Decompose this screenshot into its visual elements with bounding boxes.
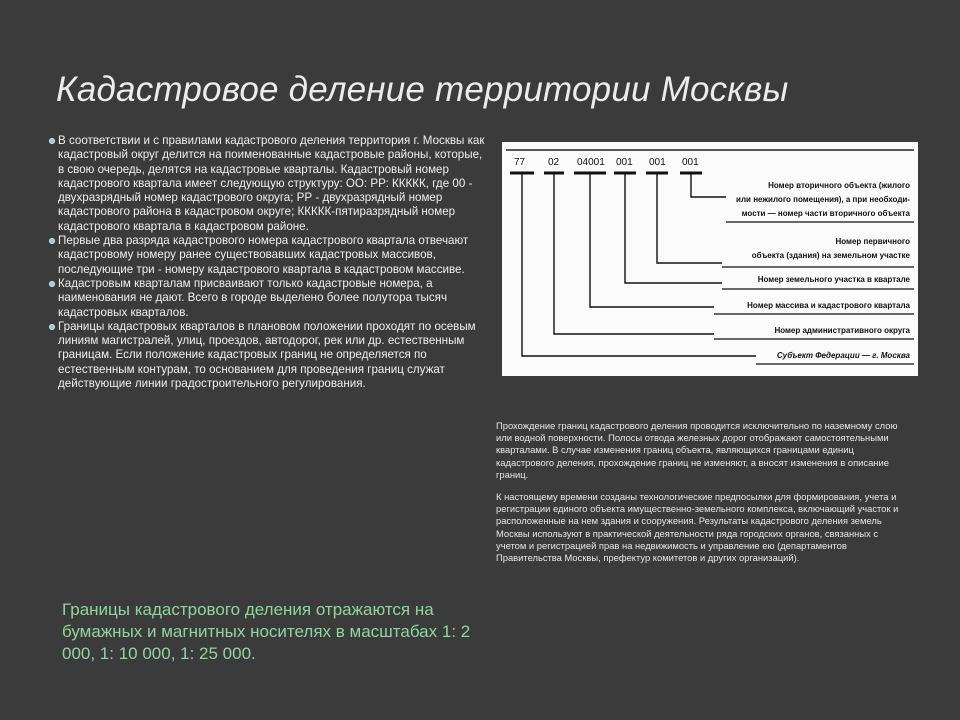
label-admin-okrug: Номер административного округа (774, 326, 910, 335)
bullet-item (48, 134, 488, 234)
cadastral-number-diagram (502, 142, 918, 376)
label-land-plot: Номер земельного участка в квартале (757, 275, 910, 284)
code-land-plot: 001 (616, 157, 633, 168)
bullet-item (48, 234, 488, 277)
bullet-dot-icon (49, 238, 55, 244)
right-text-block (496, 420, 908, 564)
bullet-text: Границы кадастровых кварталов в плановом положении проходят по осевым линиям магистралей, улиц, проездов, автодорог, рек или др. естественным границам. Если положение кадастровых границ не определяется по естественным контурам, то основанием для проведения границ служат действующие линии градостроительного регулирования. (58, 319, 476, 391)
code-admin-okrug: 02 (548, 157, 560, 168)
scale-highlight-text: Границы кадастрового деления отражаются на бумажных и магнитных носителях в масштабах 1: 2 000, 1: 10 000, 1: 25 000. (62, 600, 471, 663)
code-massif-quarter: 04001 (577, 157, 605, 168)
bullet-text: Кадастровым кварталам присваивают только кадастровые номера, а наименования не дают. Всего в городе выделено более полутора тысяч кадастровых кварталов. (58, 276, 447, 319)
bullet-dot-icon (49, 324, 55, 330)
code-region: 77 (514, 157, 526, 168)
cadastral-number-diagram-svg (502, 142, 918, 376)
bullet-text: В соответствии и с правилами кадастрового деления территория г. Москвы как кадастровый округ делится на поименованные кадастровые районы, которые, в свою очередь, делятся на кадастровые кварталы. Кадастровый номер кадастрового квартала имеет следующую структуру: ОО: РР: ККККК, где 00 - двухразрядный номер кадастрового округа; РР - двухразрядный номер кадастрового района в кадастровом округе; ККККК-пятиразрядный номер кадастрового квартала в кадастровом районе. (58, 134, 485, 233)
label-federal-subject: Субъект Федерации — г. Москва (776, 351, 910, 360)
label-secondary-object: мости — номер части вторичного объекта (741, 209, 910, 218)
bullet-item (48, 320, 488, 391)
bullet-dot-icon (49, 281, 55, 287)
code-primary-object: 001 (649, 157, 666, 168)
slide-title: Кадастровое деление территории Москвы (56, 70, 789, 109)
bullet-dot-icon (49, 138, 55, 144)
right-paragraph: К настоящему времени созданы технологические предпосылки для формирования, учета и регистрации единого объекта имущественно-земельного комплекса, включающий участок и расположенные на нем здания и сооружения. Результаты кадастрового деления земель Москвы используют в практической деятельности ряда городских органов, связанных с учетом и регистрацией прав на недвижимость и управление ею (департаментов Правительства Москвы, префектур комитетов и других организаций). (496, 491, 899, 564)
leader-lines (522, 173, 756, 356)
code-secondary-object: 001 (682, 157, 699, 168)
bullet-text: Первые два разряда кадастрового номера кадастрового квартала отвечают кадастровому номеру ранее существовавших кадастровых массивов, последующие три - номеру кадастрового квартала в кадастровом массиве. (58, 234, 469, 276)
label-primary-object: Номер первичного (835, 237, 910, 246)
right-paragraph: Прохождение границ кадастрового деления проводится исключительно по наземному слою или водной поверхности. Полосы отвода железных дорог отображают самостоятельными кварталами. В случае изменения границ объекта, являющихся границами единиц кадастрового деления, прохождение границ не изменяют, а вносят изменения в описание границ. (496, 420, 898, 480)
bullet-list (48, 134, 488, 391)
label-secondary-object: Номер вторичного объекта (жилого (768, 181, 910, 190)
label-massif-quarter: Номер массива и кадастрового квартала (747, 301, 910, 310)
bullet-item (48, 277, 488, 320)
label-secondary-object: или нежилого помещения), а при необходи- (736, 195, 910, 204)
label-primary-object: объекта (здания) на земельном участке (751, 251, 910, 260)
